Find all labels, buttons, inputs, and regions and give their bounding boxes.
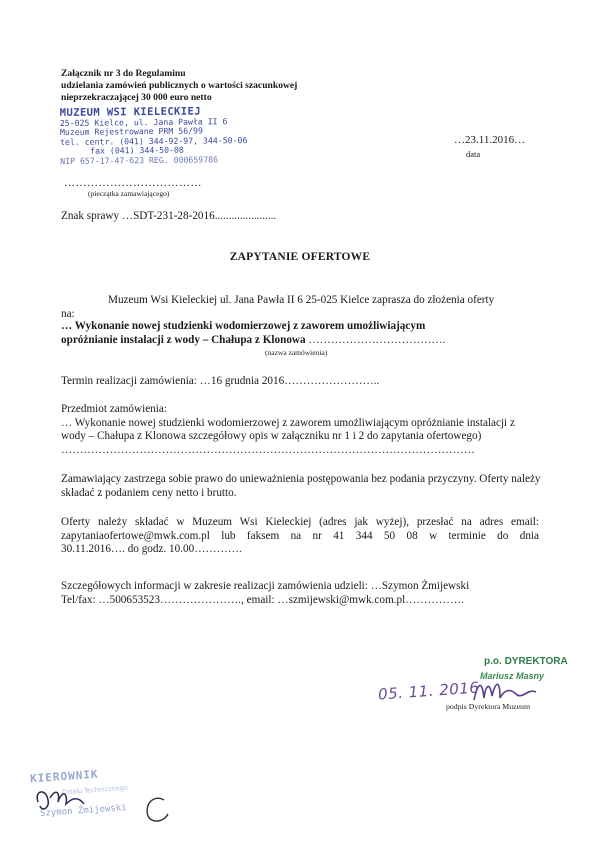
kierownik-stamp-name: Szymon Żmijewski xyxy=(39,802,127,820)
offers-line-3: 30.11.2016…. do godz. 10.00…………. xyxy=(61,543,242,555)
header-line-2: udzielania zamówień publicznych o wartości szacunkowej xyxy=(61,80,298,91)
stamp-title: MUZEUM WSI KIELECKIEJ xyxy=(59,105,201,119)
director-stamp xyxy=(484,656,568,667)
order-name-dots: ………………………………. xyxy=(305,334,446,346)
order-name-line-2 xyxy=(61,334,445,348)
kierownik-signature xyxy=(32,778,92,818)
contact-info xyxy=(61,580,541,607)
offers-line-2: zapytaniaofertowe@mwk.com.pl lub faksem na nr 41 344 50 08 w terminie do dnia xyxy=(61,529,539,542)
order-name-caption: (nazwa zamówienia) xyxy=(265,348,328,357)
document-title: ZAPYTANIE OFERTOWE xyxy=(229,251,371,263)
stamp-registry: Muzeum Rejestrowane PRM 56/99 xyxy=(59,125,203,138)
case-number: Znak sprawy …SDT-231-28-2016...................... xyxy=(61,210,277,222)
offers-paragraph xyxy=(61,516,539,557)
attachment-header xyxy=(61,68,297,104)
stamp-tel: tel. centr. (041) 344-92-97, 344-50-06 xyxy=(59,134,248,147)
document-date: …23.11.2016… xyxy=(454,134,526,146)
subject-dots: ………………………………………………………………………………………………… xyxy=(61,443,475,456)
subject-heading: Przedmiot zamówienia: xyxy=(61,403,167,415)
stamp-fax: fax (041) 344-50-08 xyxy=(90,145,184,157)
header-line-1: Załącznik nr 3 do Regulaminu xyxy=(61,68,186,79)
director-role: DYREKTORA xyxy=(504,656,568,667)
signature-caption: podpis Dyrektora Muzeum xyxy=(446,702,531,711)
stamp-address: 25-025 Kielce, ul. Jana Pawła II 6 xyxy=(59,115,228,128)
order-name-line-1: … Wykonanie nowej studzienki wodomierzowej z zaworem umożliwiającym xyxy=(61,320,426,332)
kierownik-stamp-sub: Działu Technicznego xyxy=(61,783,129,797)
offers-line-1: Oferty należy składać w Muzeum Wsi Kieleckiej (adres jak wyżej), przesłać na adres email: xyxy=(61,516,539,528)
stamp-nip-regon: NIP 657-17-47-623 REG. 000659786 xyxy=(60,154,219,166)
intro-paragraph: Muzeum Wsi Kieleckiej ul. Jana Pawła II 6 25-025 Kielce zaprasza do złożenia oferty xyxy=(108,294,495,306)
info-line-1: Szczegółowych informacji w zakresie realizacji zamówienia udzieli: …Szymon Żmijewski xyxy=(61,580,470,592)
seal-placeholder-caption: (pieczątka zamawiającego) xyxy=(88,189,170,198)
order-subject xyxy=(61,403,541,457)
date-caption: data xyxy=(466,149,481,159)
initial-mark xyxy=(140,792,174,826)
subject-body: … Wykonanie nowej studzienki wodomierzowej z zaworem umożliwiającym opróżnianie instalacji z wody – Chałupa z Klonowa szczegółowy opis w załączniku nr 1 i 2 do zapytania ofertowego) xyxy=(61,416,515,442)
rights-paragraph: Zamawiający zastrzega sobie prawo do unieważnienia postępowania bez podania przyczyny. Oferty należy składać z podaniem ceny netto i brutto. xyxy=(61,473,541,499)
info-line-2: Tel/fax: …500653523…………………., email: …szmijewski@mwk.com.pl……………. xyxy=(61,593,464,606)
header-line-3: nieprzekraczającej 30 000 euro netto xyxy=(61,92,212,103)
director-prefix: p.o. xyxy=(484,656,502,667)
museum-stamp xyxy=(60,107,248,167)
seal-placeholder-dots: ……………………………… xyxy=(64,177,202,189)
director-name: Mariusz Masny xyxy=(480,671,545,681)
kierownik-stamp-title: KIEROWNIK xyxy=(29,767,99,786)
order-name-line-2-text: opróżnianie instalacji z wody – Chałupa z Klonowa xyxy=(61,334,306,346)
handwritten-date: 05. 11. 2016 xyxy=(377,678,480,704)
intro-na: na: xyxy=(61,308,75,320)
completion-term: Termin realizacji zamówienia: …16 grudnia 2016…………………….. xyxy=(61,375,380,387)
